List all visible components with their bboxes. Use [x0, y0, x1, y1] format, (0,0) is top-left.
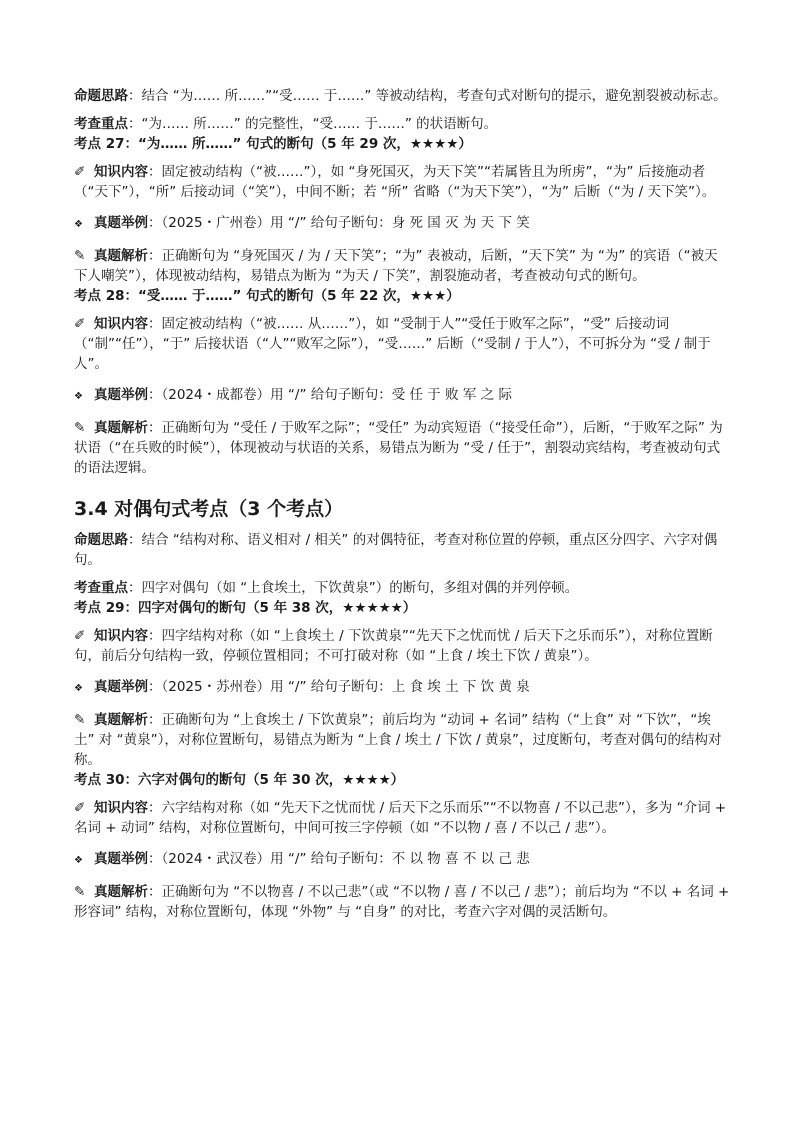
exam-focus	[74, 578, 730, 598]
pencil-icon: ✐	[74, 800, 86, 816]
point-heading-28: 考点 28：“受…… 于……” 句式的断句（5 年 22 次，★★★）	[74, 288, 460, 304]
exam-focus	[74, 114, 730, 134]
exam-example	[74, 849, 730, 871]
proposition-idea	[74, 530, 730, 570]
knowledge-content	[74, 314, 730, 374]
exam-analysis-label: 真题解析	[94, 420, 148, 436]
proposition-idea	[74, 86, 730, 106]
proposition-idea-text: ：结合 “为…… 所……”“受…… 于……” 等被动结构，考查句式对断句的提示，避免割裂被动标志。	[128, 88, 727, 104]
knowledge-content-text: ：六字结构对称（如 “先天下之忧而忧 / 后天下之乐而乐”“不以物喜 / 不以己悲”），多为 “介词 + 名词 + 动词” 结构，对称位置断句，中间可按三字停顿（如 “不以物 / 喜 / 不以己 / 悲”）。	[74, 800, 727, 836]
diamond-bullet-icon: ❖	[74, 683, 83, 694]
knowledge-content-label: 知识内容	[94, 316, 148, 332]
writing-pen-icon: ✎	[74, 884, 86, 900]
point-heading-30: 考点 30：六字对偶句的断句（5 年 30 次，★★★★）	[74, 772, 405, 788]
exam-analysis-label: 真题解析	[94, 712, 148, 728]
exam-analysis-text: ：正确断句为 “受任 / 于败军之际”；“受任” 为动宾短语（“接受任命”），后断，“于败军之际” 为状语（“在兵败的时候”），体现被动与状语的关系，易错点为断为 “受 / 任于”，割裂动宾结构，考查被动句式的语法逻辑。	[74, 420, 723, 476]
exam-analysis	[74, 418, 730, 478]
writing-pen-icon: ✎	[74, 420, 86, 436]
proposition-idea-label: 命题思路	[74, 88, 128, 104]
knowledge-content-label: 知识内容	[94, 628, 148, 644]
diamond-bullet-icon: ❖	[74, 855, 83, 866]
diamond-bullet-icon: ❖	[74, 219, 83, 230]
proposition-idea-text: ：结合 “结构对称、语义相对 / 相关” 的对偶特征，考查对称位置的停顿，重点区分四字、六字对偶句。	[74, 532, 718, 568]
document-body	[74, 86, 730, 922]
knowledge-content	[74, 162, 730, 202]
section-heading-3-4: 3.4 对偶句式考点（3 个考点）	[74, 498, 344, 520]
exam-focus-text: ：“为…… 所……” 的完整性，“受…… 于……” 的状语断句。	[128, 116, 498, 132]
exam-example	[74, 677, 730, 699]
exam-example-label: 真题举例	[94, 851, 148, 867]
exam-analysis	[74, 246, 730, 286]
exam-example-text: ：（2024・成都卷）用 “/” 给句子断句：受 任 于 败 军 之 际	[148, 387, 512, 403]
knowledge-content	[74, 798, 730, 838]
exam-analysis-text: ：正确断句为 “不以物喜 / 不以己悲”（或 “不以物 / 喜 / 不以己 / 悲”）；前后均为 “不以 + 名词 + 形容词” 结构，对称位置断句，体现 “外物” 与 “自身” 的对比，考查六字对偶的灵活断句。	[74, 884, 730, 920]
knowledge-content-label: 知识内容	[94, 164, 148, 180]
pencil-icon: ✐	[74, 316, 86, 332]
exam-focus-label: 考查重点	[74, 580, 128, 596]
exam-analysis	[74, 710, 730, 770]
exam-example	[74, 213, 730, 235]
knowledge-content-text: ：四字结构对称（如 “上食埃土 / 下饮黄泉”“先天下之忧而忧 / 后天下之乐而乐”），对称位置断句，前后分句结构一致，停顿位置相同；不可打破对称（如 “上食 / 埃土下饮 / 黄泉”）。	[74, 628, 713, 664]
exam-analysis-label: 真题解析	[94, 248, 148, 264]
writing-pen-icon: ✎	[74, 248, 86, 264]
exam-example-label: 真题举例	[94, 679, 148, 695]
exam-focus-text: ：四字对偶句（如 “上食埃土，下饮黄泉”）的断句，多组对偶的并列停顿。	[128, 580, 579, 596]
exam-analysis-text: ：正确断句为 “上食埃土 / 下饮黄泉”；前后均为 “动词 + 名词” 结构（“上食” 对 “下饮”，“埃土” 对 “黄泉”），对称位置断句，易错点为断为 “上食 / 埃土 / 下饮 / 黄泉”，过度断句，考查对偶句的结构对称。	[74, 712, 722, 768]
exam-analysis-label: 真题解析	[94, 884, 148, 900]
exam-example-label: 真题举例	[94, 387, 148, 403]
exam-example-text: ：（2025・苏州卷）用 “/” 给句子断句：上 食 埃 土 下 饮 黄 泉	[148, 679, 530, 695]
exam-analysis	[74, 882, 730, 922]
exam-example	[74, 385, 730, 407]
diamond-bullet-icon: ❖	[74, 391, 83, 402]
pencil-icon: ✐	[74, 164, 86, 180]
exam-focus-label: 考查重点	[74, 116, 128, 132]
exam-example-label: 真题举例	[94, 215, 148, 231]
exam-example-text: ：（2025・广州卷）用 “/” 给句子断句：身 死 国 灭 为 天 下 笑	[148, 215, 530, 231]
knowledge-content-label: 知识内容	[94, 800, 148, 816]
point-heading-29: 考点 29：四字对偶句的断句（5 年 38 次，★★★★★）	[74, 600, 417, 616]
knowledge-content-text: ：固定被动结构（“被…… 从……”），如 “受制于人”“受任于败军之际”，“受” 后接动词（“制”“任”），“于” 后接状语（“人”“败军之际”），“受……” 后断（“受制 / 于人”），不可拆分为 “受 / 制于人”。	[74, 316, 711, 372]
exam-analysis-text: ：正确断句为 “身死国灭 / 为 / 天下笑”；“为” 表被动，后断，“天下笑” 为 “为” 的宾语（“被天下人嘲笑”），体现被动结构，易错点为断为 “为天 / 下笑”，割裂施动者，考查被动句式的断句。	[74, 248, 718, 284]
pencil-icon: ✐	[74, 628, 86, 644]
point-heading-27: 考点 27：“为…… 所……” 句式的断句（5 年 29 次，★★★★）	[74, 136, 472, 152]
proposition-idea-label: 命题思路	[74, 532, 128, 548]
knowledge-content	[74, 626, 730, 666]
knowledge-content-text: ：固定被动结构（“被……”），如 “身死国灭，为天下笑”“若属皆且为所虏”，“为” 后接施动者（“天下”），“所” 后接动词（“笑”），中间不断；若 “所” 省略（“为天下笑”），“为” 后断（“为 / 天下笑”）。	[74, 164, 716, 200]
writing-pen-icon: ✎	[74, 712, 86, 728]
exam-example-text: ：（2024・武汉卷）用 “/” 给句子断句：不 以 物 喜 不 以 己 悲	[148, 851, 530, 867]
